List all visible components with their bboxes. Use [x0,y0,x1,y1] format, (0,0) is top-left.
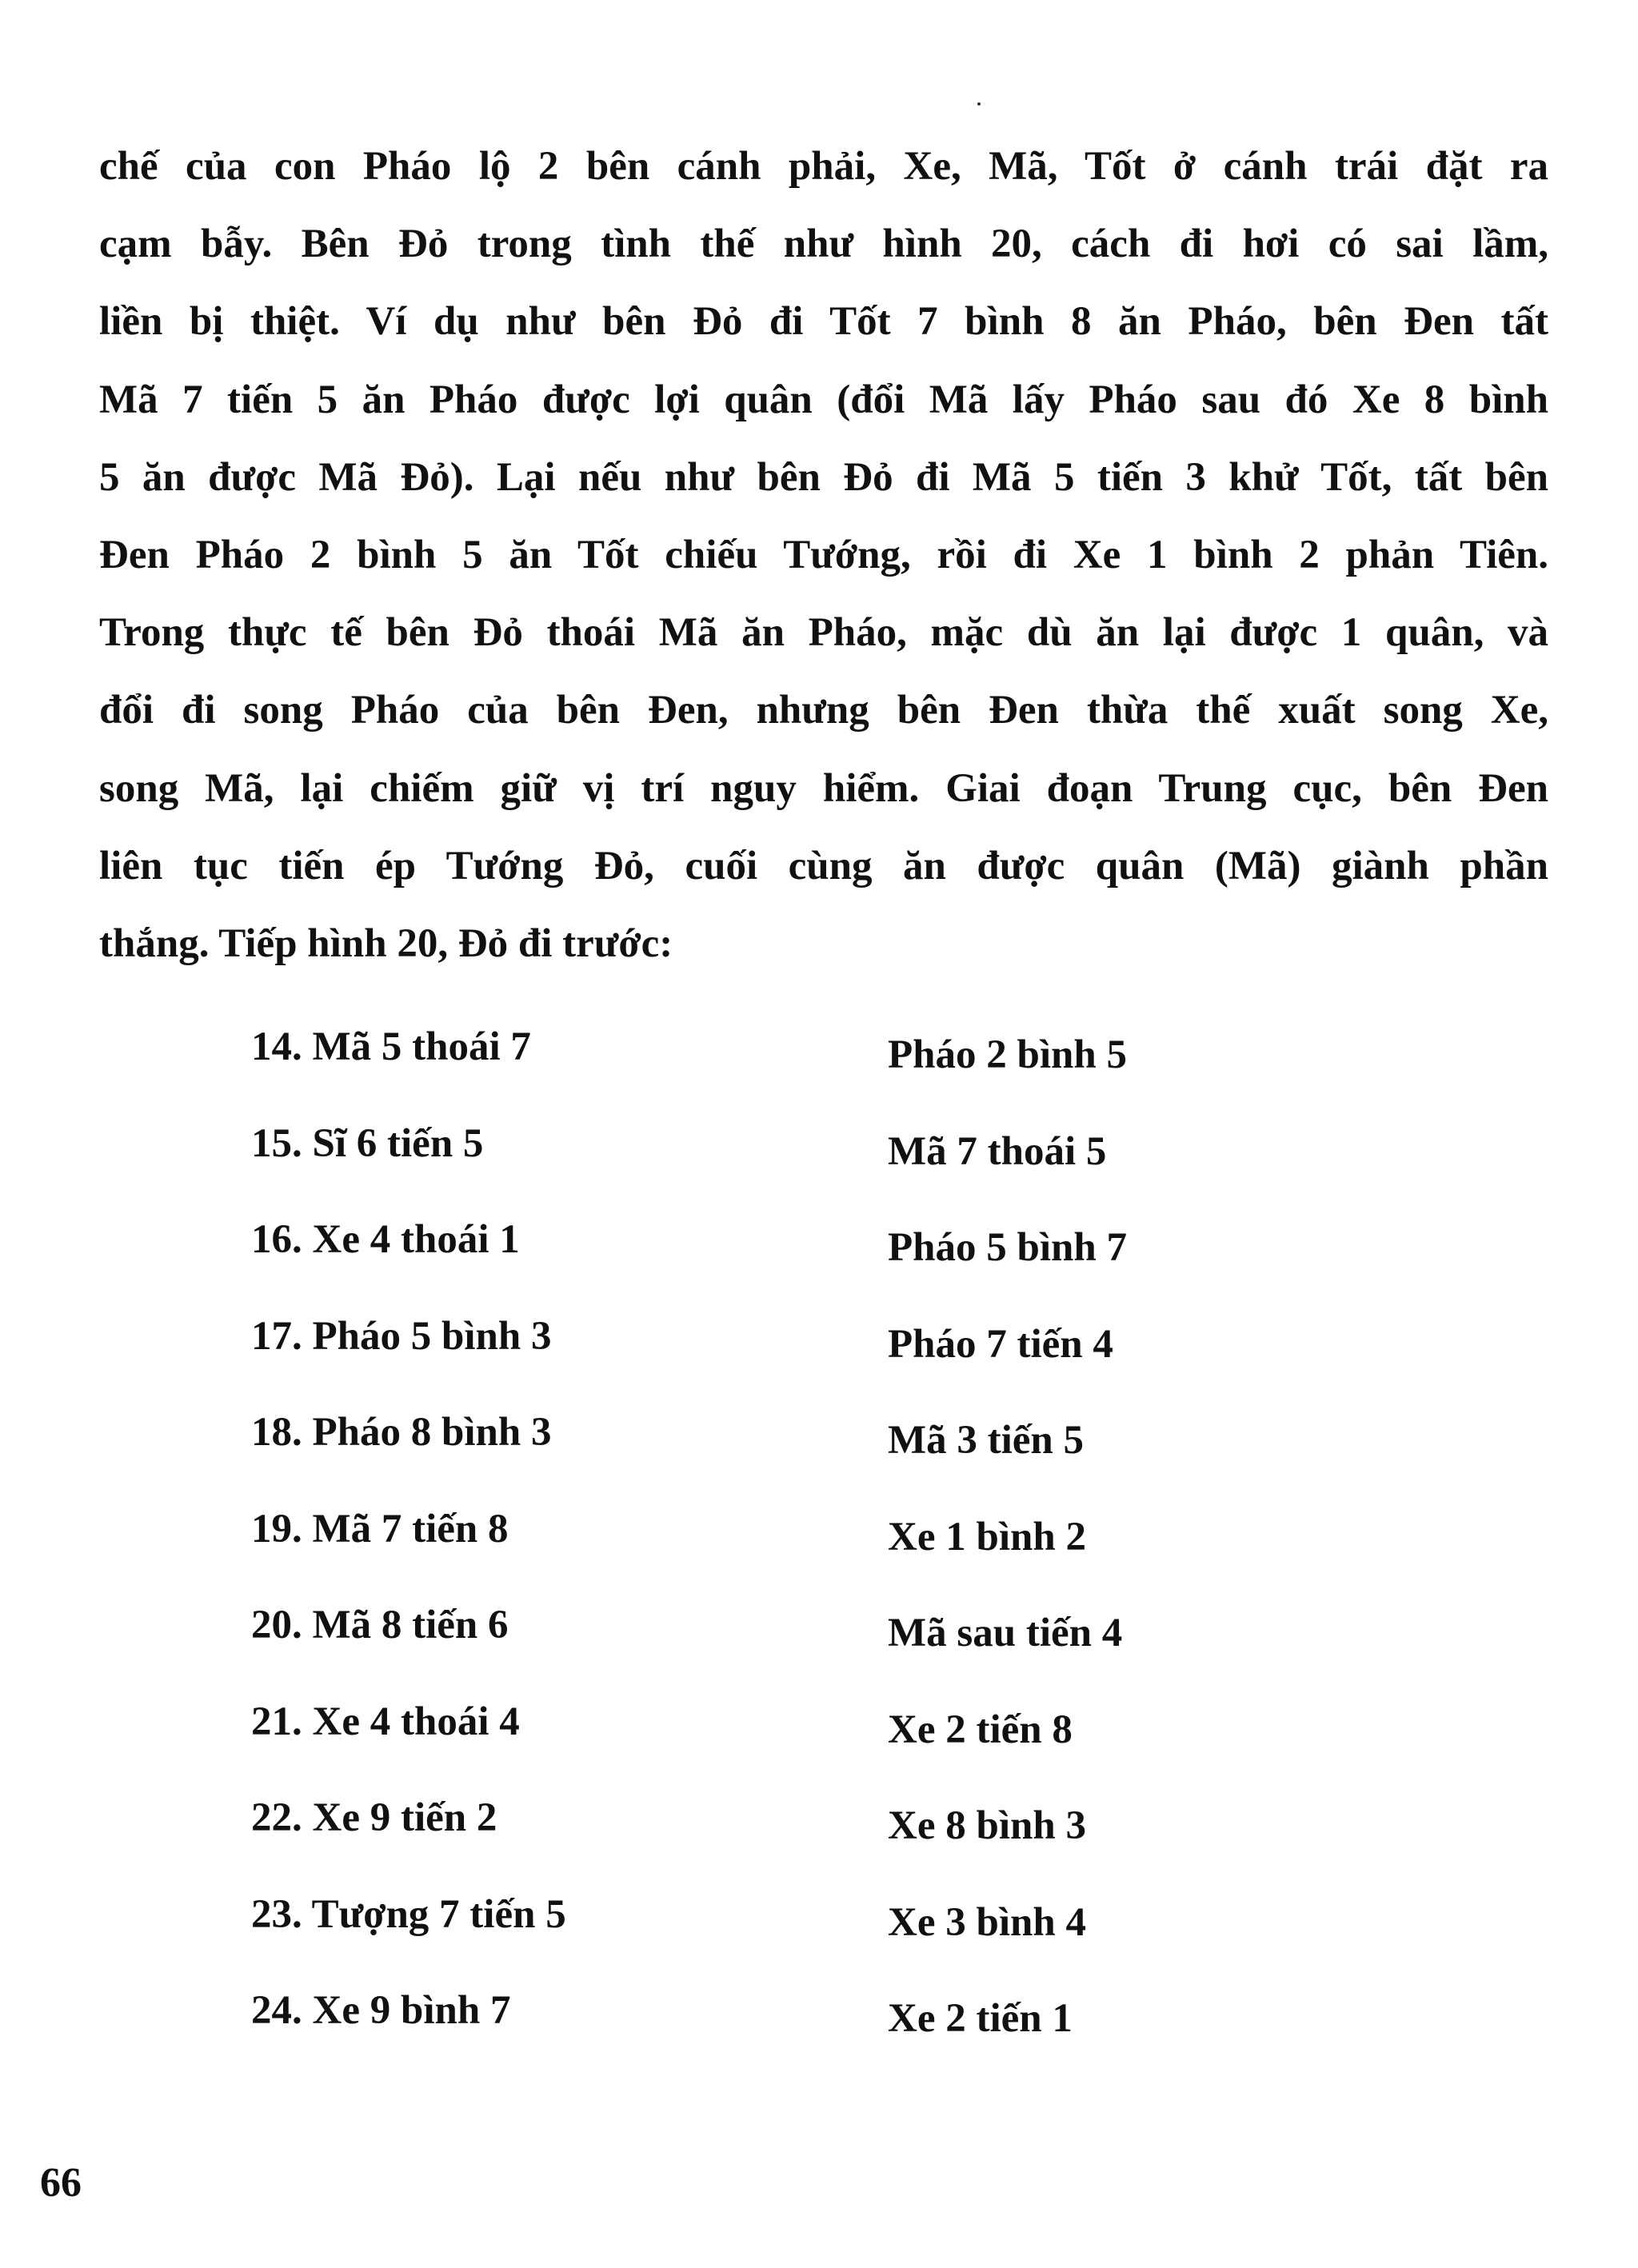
black-move: Pháo 5 bình 7 [888,1225,1128,1270]
black-move: Mã 3 tiến 5 [888,1418,1085,1463]
red-move: 14. Mã 5 thoái 7 [251,1024,531,1069]
red-move: 22. Xe 9 tiến 2 [251,1795,497,1840]
black-move: Xe 2 tiến 8 [888,1707,1073,1752]
paragraph-line: Trong thực tế bên Đỏ thoái Mã ăn Pháo, mặc dù ăn lại được 1 quân, và [99,610,1548,656]
paragraph-line: cạm bẫy. Bên Đỏ trong tình thế như hình 20, cách đi hơi có sai lầm, [99,222,1548,267]
black-move: Xe 3 bình 4 [888,1899,1086,1945]
move-list [0,1019,1638,2079]
red-move: 16. Xe 4 thoái 1 [251,1217,520,1262]
paragraph-line: thắng. Tiếp hình 20, Đỏ đi trước: [99,920,673,966]
red-move: 18. Pháo 8 bình 3 [251,1410,552,1455]
paragraph-line: Mã 7 tiến 5 ăn Pháo được lợi quân (đổi Mã lấy Pháo sau đó Xe 8 bình [99,377,1548,422]
paragraph-line: Đen Pháo 2 bình 5 ăn Tốt chiếu Tướng, rồi đi Xe 1 bình 2 phản Tiên. [99,532,1548,577]
paragraph-line: liền bị thiệt. Ví dụ như bên Đỏ đi Tốt 7 bình 8 ăn Pháo, bên Đen tất [99,299,1548,345]
print-speck [977,102,981,106]
move-row [0,1887,1638,1983]
move-row [0,1308,1638,1405]
red-move: 24. Xe 9 bình 7 [251,1988,511,2033]
move-row [0,1790,1638,1887]
move-row [0,1019,1638,1116]
move-row [0,1694,1638,1791]
black-move: Pháo 2 bình 5 [888,1032,1128,1077]
paragraph-line: đổi đi song Pháo của bên Đen, nhưng bên Đen thừa thế xuất song Xe, [99,688,1548,733]
red-move: 20. Mã 8 tiến 6 [251,1603,509,1647]
black-move: Pháo 7 tiến 4 [888,1321,1113,1367]
red-move: 19. Mã 7 tiến 8 [251,1506,509,1551]
black-move: Xe 8 bình 3 [888,1803,1086,1848]
move-row [0,1116,1638,1212]
red-move: 17. Pháo 5 bình 3 [251,1313,552,1359]
move-row [0,1597,1638,1694]
red-move: 21. Xe 4 thoái 4 [251,1699,520,1744]
paragraph-line: song Mã, lại chiếm giữ vị trí nguy hiểm. Giai đoạn Trung cục, bên Đen [99,765,1548,811]
paragraph-line: liên tục tiến ép Tướng Đỏ, cuối cùng ăn được quân (Mã) giành phần [99,843,1548,888]
move-row [0,1501,1638,1598]
red-move: 23. Tượng 7 tiến 5 [251,1891,566,1937]
black-move: Xe 1 bình 2 [888,1514,1086,1559]
move-row [0,1212,1638,1308]
page-number: 66 [40,2160,82,2206]
black-move: Xe 2 tiến 1 [888,1996,1073,2041]
body-paragraph [99,128,1548,983]
paragraph-line: 5 ăn được Mã Đỏ). Lại nếu như bên Đỏ đi Mã 5 tiến 3 khử Tốt, tất bên [99,454,1548,500]
black-move: Mã 7 thoái 5 [888,1128,1107,1174]
paragraph-line: chế của con Pháo lộ 2 bên cánh phải, Xe, Mã, Tốt ở cánh trái đặt ra [99,144,1548,189]
move-row [0,1404,1638,1501]
move-row [0,1983,1638,2079]
black-move: Mã sau tiến 4 [888,1611,1123,1655]
red-move: 15. Sĩ 6 tiến 5 [251,1120,484,1166]
